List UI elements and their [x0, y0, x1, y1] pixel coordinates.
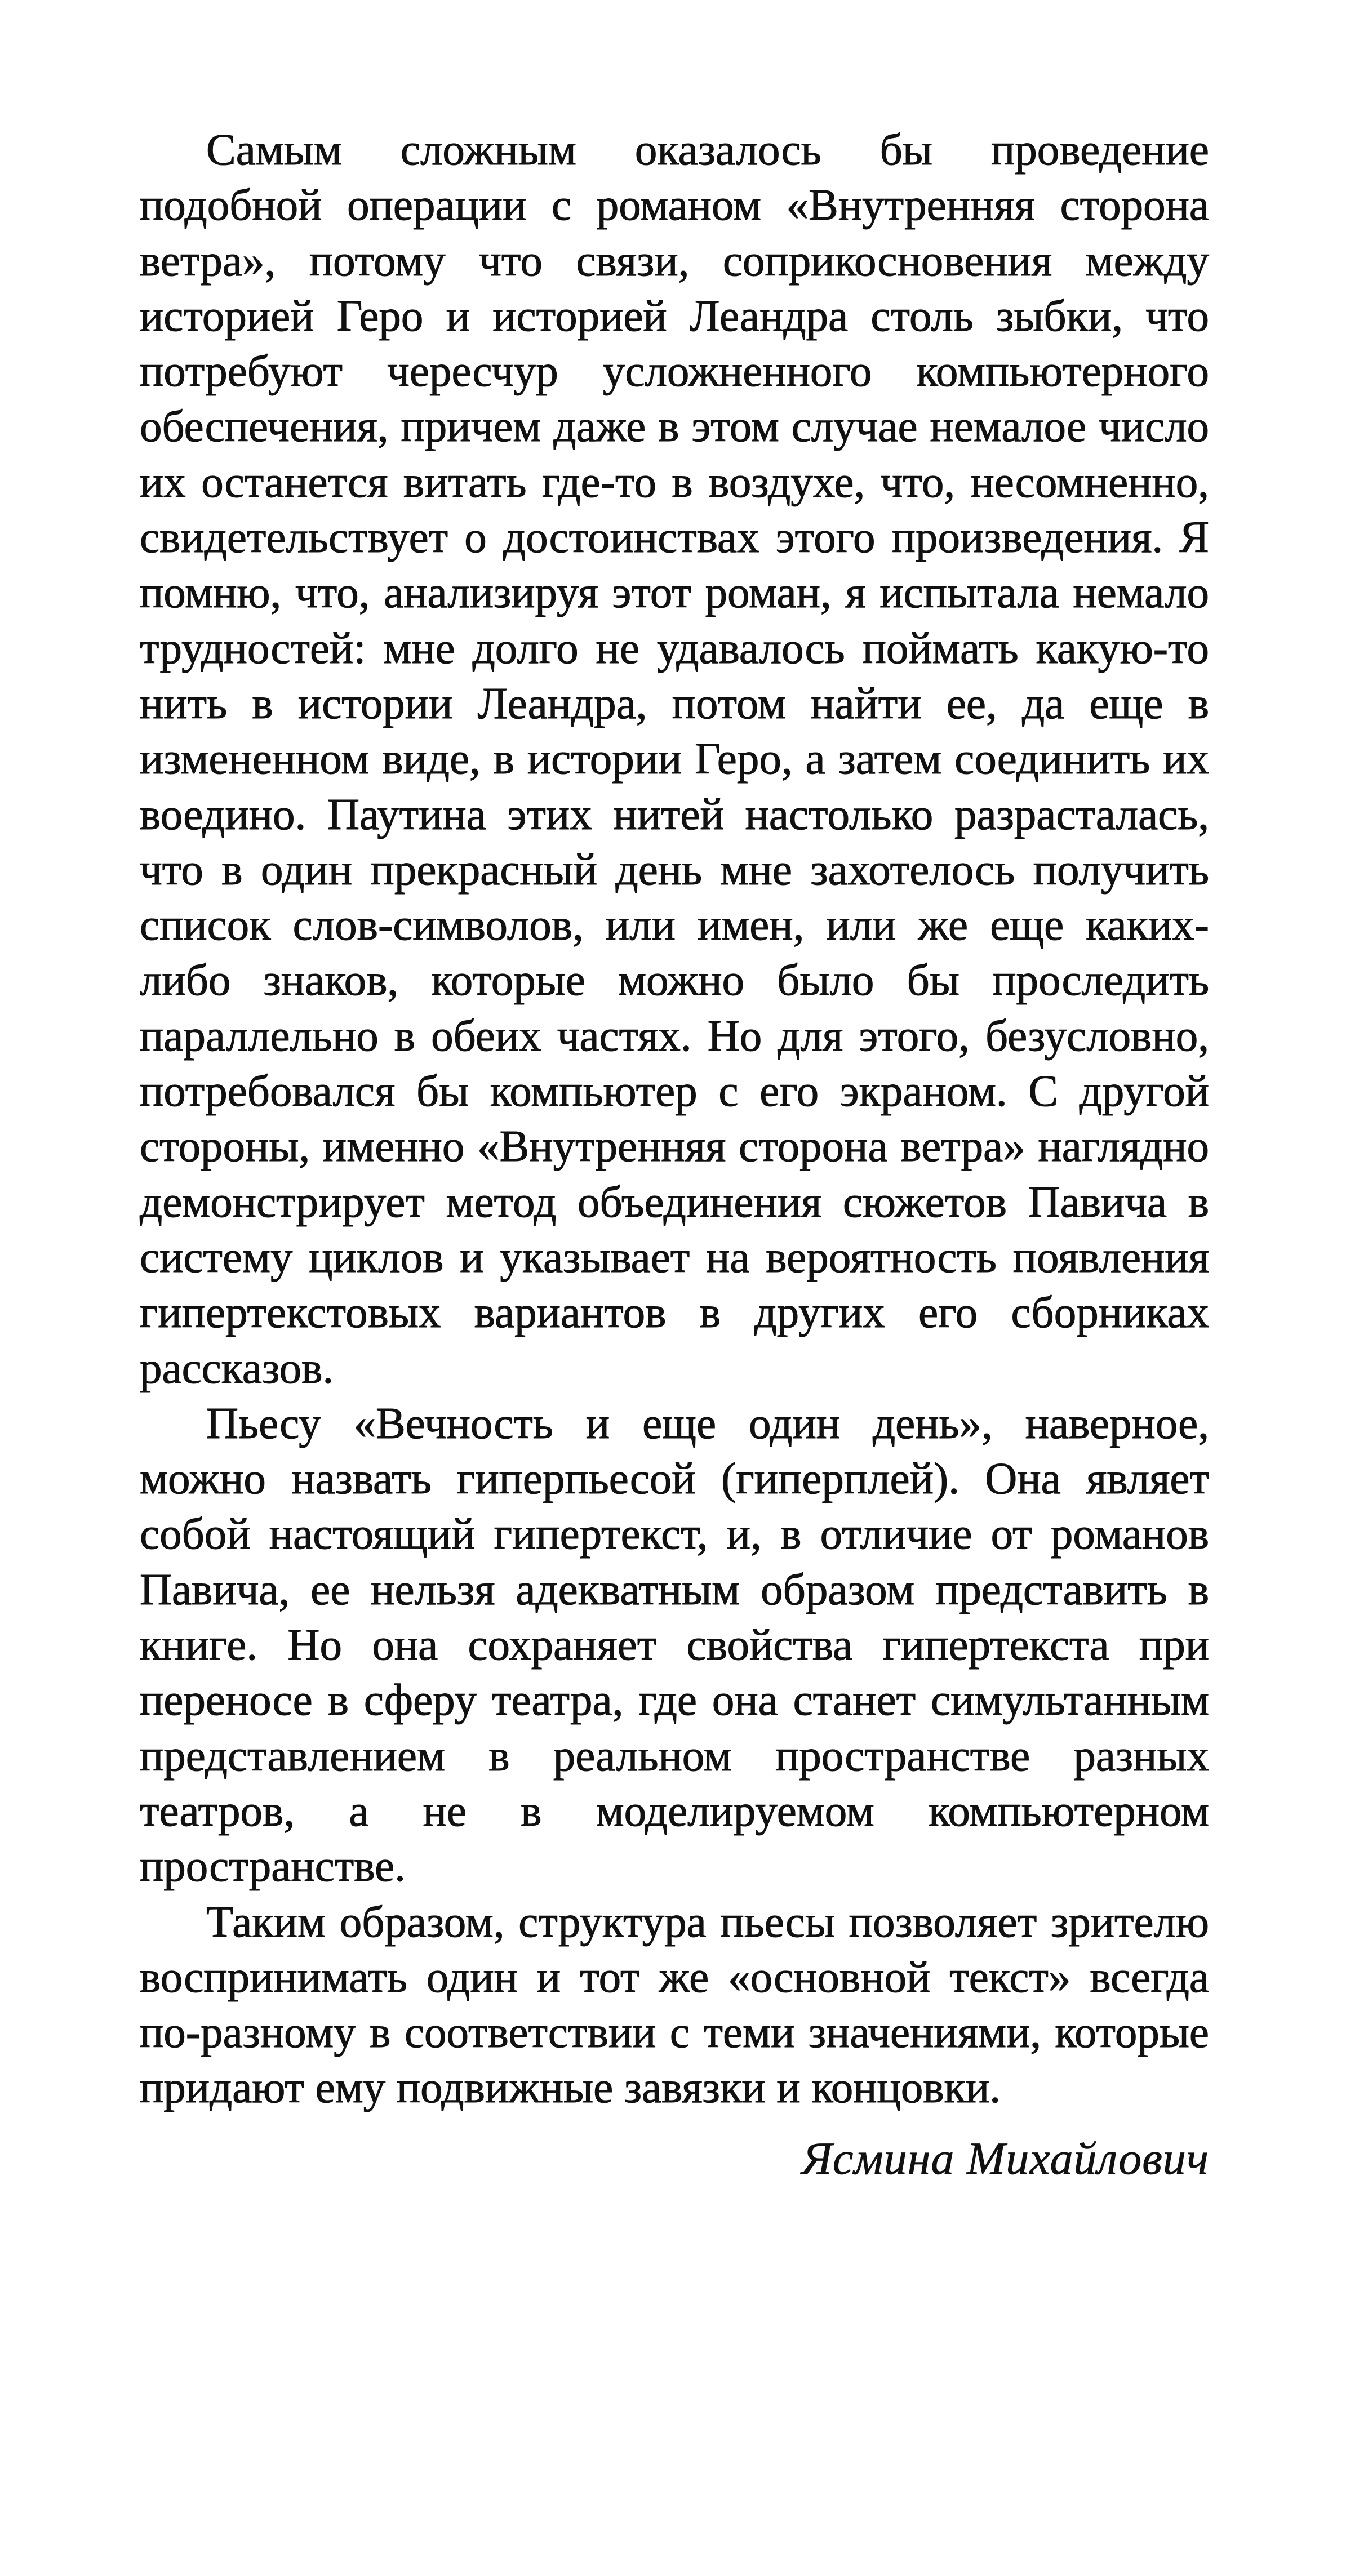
- paragraph-2: Пьесу «Вечность и еще один день», наверное, можно назвать гиперпьесой (гиперплей). Она являет собой настоящий гипертекст, и, в отличие от романов Павича, ее нельзя адекватным образом представить в книге. Но она сохраняет свойства гипертекста при переносе в сферу театра, где она станет симультанным представлением в реальном пространстве разных театров, а не в моделируемом компьютерном пространстве.: [140, 1399, 1209, 1892]
- author-signature: Ясмина Михайлович: [802, 2132, 1209, 2184]
- paragraph-3: Таким образом, структура пьесы позволяет зрителю воспринимать один и тот же «основной текст» всегда по-разному в соответствии с теми значениями, которые придают ему подвижные завязки и концовки.: [140, 1897, 1209, 2113]
- paragraph-1: Самым сложным оказалось бы проведение подобной операции с романом «Внутренняя сторона ветра», потому что связи, соприкосновения между историей Геро и историей Леандра столь зыбки, что потребуют чересчур усложненного компьютерного обеспечения, причем даже в этом случае немалое число их останется витать где-то в воздухе, что, несомненно, свидетельствует о достоинствах этого произведения. Я помню, что, анализируя этот роман, я испытала немало трудностей: мне долго не удавалось поймать какую-то нить в истории Леандра, потом найти ее, да еще в измененном виде, в истории Геро, а затем соединить их воедино. Паутина этих нитей настолько разрасталась, что в один прекрасный день мне захотелось получить список слов-символов, или имен, или же еще каких-либо знаков, которые можно было бы проследить параллельно в обеих частях. Но для этого, безусловно, потребовался бы компьютер с его экраном. С другой стороны, именно «Внутренняя сторона ветра» наглядно демонстрирует метод объединения сюжетов Павича в систему циклов и указывает на вероятность появления гипертекстовых вариантов в других его сборниках рассказов.: [140, 126, 1209, 1393]
- document-page: [140, 123, 1209, 2190]
